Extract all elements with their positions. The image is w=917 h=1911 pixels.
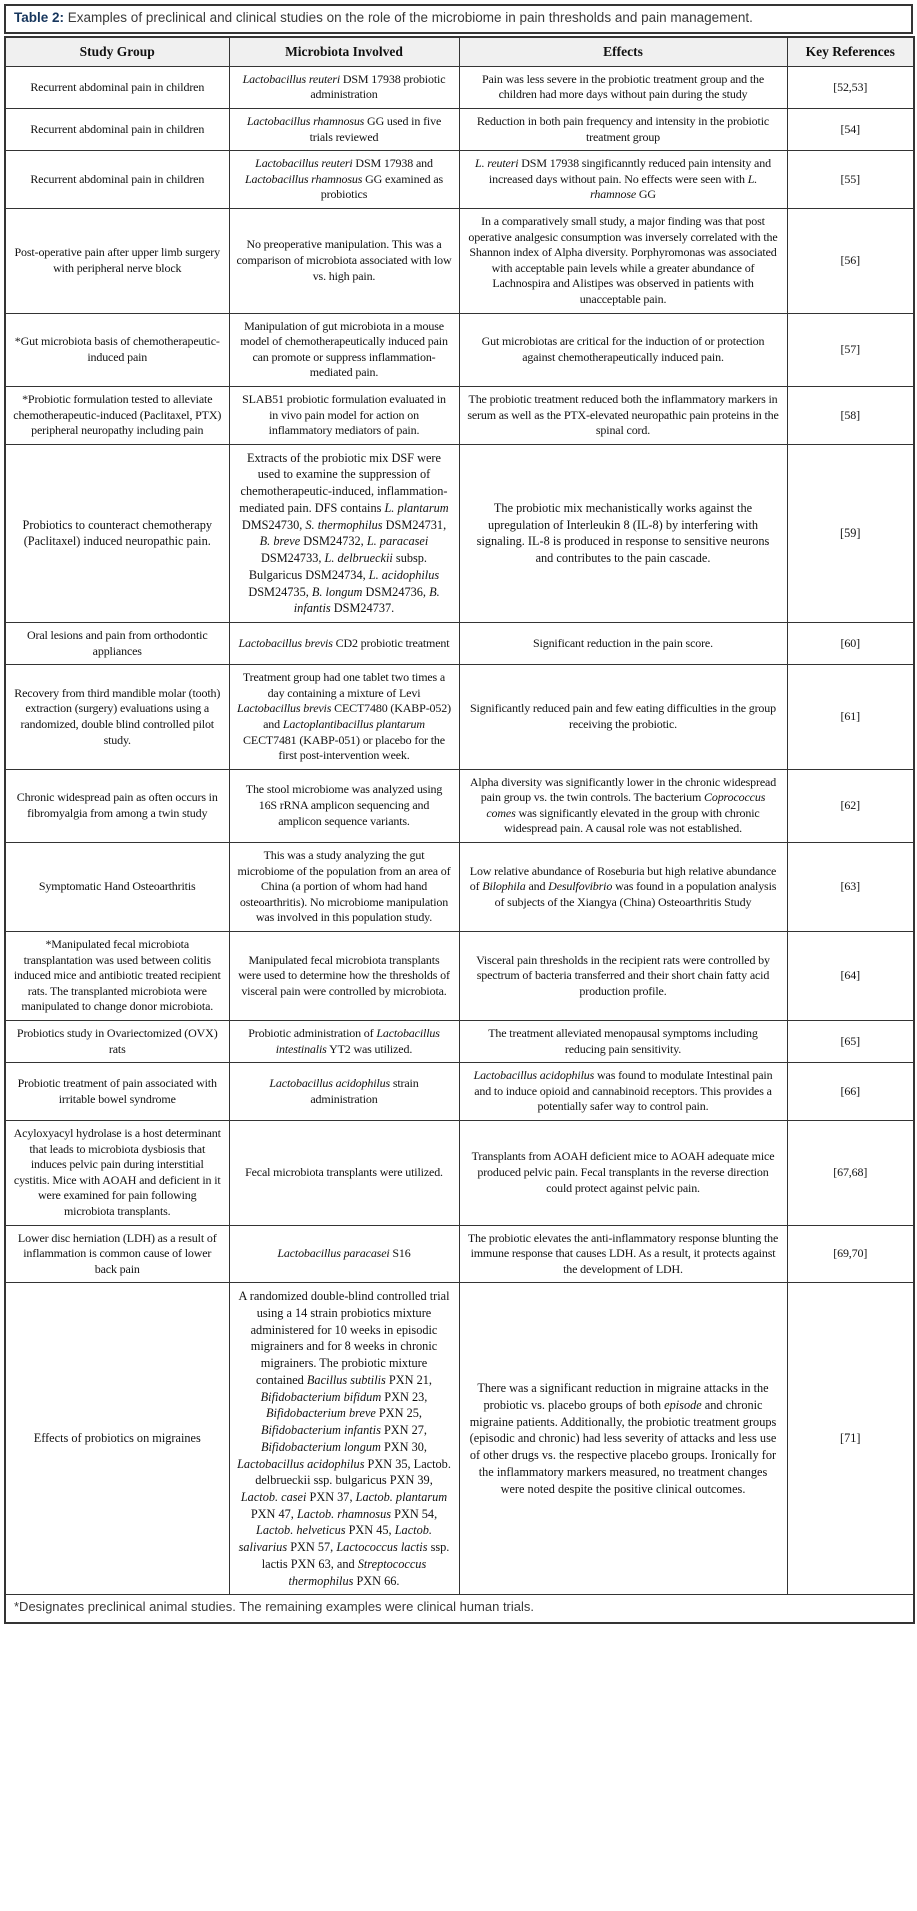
table-row: [5, 932, 914, 1021]
cell-study-group: Acyloxyacyl hydrolase is a host determinant that leads to microbiota dysbiosis that induces pelvic pain during interstitial cystitis. Mice with AOAH and deficient in it were examined for pain following microbiota transplants.: [5, 1120, 229, 1225]
header-row: [5, 37, 914, 67]
table-row: [5, 1021, 914, 1063]
cell-study-group: Effects of probiotics on migraines: [5, 1283, 229, 1595]
table-body: [5, 66, 914, 1594]
cell-effects: L. reuteri DSM 17938 singificanntly reduced pain intensity and increased days without pain. No effects were seen with L. rhamnose GG: [459, 151, 787, 209]
cell-microbiota: Lactobacillus acidophilus strain administration: [229, 1063, 459, 1121]
cell-effects: Lactobacillus acidophilus was found to modulate Intestinal pain and to induce opioid and cannabinoid receptors. This provides a potentially safer way to control pain.: [459, 1063, 787, 1121]
table-row: [5, 1225, 914, 1283]
cell-microbiota: Lactobacillus brevis CD2 probiotic treatment: [229, 622, 459, 664]
table-row: [5, 1063, 914, 1121]
table-row: [5, 1283, 914, 1595]
cell-references: [67,68]: [787, 1120, 914, 1225]
cell-references: [60]: [787, 622, 914, 664]
cell-study-group: Recovery from third mandible molar (tooth) extraction (surgery) evaluations using a randomized, double blind controlled pilot study.: [5, 665, 229, 770]
table-row: [5, 622, 914, 664]
cell-microbiota: This was a study analyzing the gut microbiome of the population from an area of China (a portion of whom had hand osteoarthritis). No microbiome manipulation was involved in this population study.: [229, 843, 459, 932]
cell-effects: In a comparatively small study, a major finding was that post operative analgesic consumption was inversely correlated with the Shannon index of Alpha diversity. Porphyromonas was associated with acceptable pain levels while a greater abundance of Lachnospira and Alistipes was observed in patients with unacceptable pain.: [459, 209, 787, 314]
cell-microbiota: Lactobacillus rhamnosus GG used in five trials reviewed: [229, 109, 459, 151]
cell-study-group: Symptomatic Hand Osteoarthritis: [5, 843, 229, 932]
cell-microbiota: The stool microbiome was analyzed using 16S rRNA amplicon sequencing and amplicon sequence variants.: [229, 769, 459, 842]
cell-effects: Pain was less severe in the probiotic treatment group and the children had more days without pain during the study: [459, 66, 787, 108]
table-number-label: Table 2:: [14, 10, 65, 25]
cell-microbiota: Treatment group had one tablet two times a day containing a mixture of Levi Lactobacillus brevis CECT7480 (KABP-052) and Lactoplantibacillus plantarum CECT7481 (KABP-051) or placebo for the first post-intervention week.: [229, 665, 459, 770]
column-header: Microbiota Involved: [229, 37, 459, 67]
cell-effects: Low relative abundance of Roseburia but high relative abundance of Bilophila and Desulfovibrio was found in a population analysis of subjects of the Xiangya (China) Osteoarthritis Study: [459, 843, 787, 932]
cell-microbiota: Lactobacillus reuteri DSM 17938 probiotic administration: [229, 66, 459, 108]
cell-study-group: Recurrent abdominal pain in children: [5, 109, 229, 151]
table-row: [5, 444, 914, 622]
table-row: [5, 209, 914, 314]
cell-references: [54]: [787, 109, 914, 151]
column-header: Key References: [787, 37, 914, 67]
cell-references: [59]: [787, 444, 914, 622]
column-header: Effects: [459, 37, 787, 67]
cell-study-group: Probiotics study in Ovariectomized (OVX) rats: [5, 1021, 229, 1063]
cell-references: [71]: [787, 1283, 914, 1595]
table-row: [5, 313, 914, 386]
footnote-row: [5, 1595, 914, 1623]
cell-study-group: Lower disc herniation (LDH) as a result of inflammation is common cause of lower back pain: [5, 1225, 229, 1283]
cell-references: [56]: [787, 209, 914, 314]
cell-study-group: *Manipulated fecal microbiota transplantation was used between colitis induced mice and antibiotic treated recipient rats. The transplanted microbiota were manipulated to change donor microbiota.: [5, 932, 229, 1021]
table-row: [5, 386, 914, 444]
column-header: Study Group: [5, 37, 229, 67]
cell-microbiota: Manipulated fecal microbiota transplants were used to determine how the thresholds of visceral pain were controlled by microbiota.: [229, 932, 459, 1021]
cell-microbiota: A randomized double-blind controlled trial using a 14 strain probiotics mixture administered for 10 weeks in episodic migrainers and for 8 weeks in chronic migrainers. The probiotic mixture contained Bacillus subtilis PXN 21, Bifidobacterium bifidum PXN 23, Bifidobacterium breve PXN 25, Bifidobacterium infantis PXN 27, Bifidobacterium longum PXN 30, Lactobacillus acidophilus PXN 35, Lactob. delbrueckii ssp. bulgaricus PXN 39, Lactob. casei PXN 37, Lactob. plantarum PXN 47, Lactob. rhamnosus PXN 54, Lactob. helveticus PXN 45, Lactob. salivarius PXN 57, Lactococcus lactis ssp. lactis PXN 63, and Streptococcus thermophilus PXN 66.: [229, 1283, 459, 1595]
cell-microbiota: Lactobacillus paracasei S16: [229, 1225, 459, 1283]
cell-study-group: Probiotic treatment of pain associated with irritable bowel syndrome: [5, 1063, 229, 1121]
cell-microbiota: Manipulation of gut microbiota in a mouse model of chemotherapeutically induced pain can promote or suppress inflammation-mediated pain.: [229, 313, 459, 386]
cell-effects: The probiotic elevates the anti-inflammatory response blunting the immune response that causes LDH. As a result, it protects against the development of LDH.: [459, 1225, 787, 1283]
cell-references: [69,70]: [787, 1225, 914, 1283]
cell-effects: The probiotic treatment reduced both the inflammatory markers in serum as well as the PTX-elevated neuropathic pain proteins in the spinal cord.: [459, 386, 787, 444]
cell-study-group: Post-operative pain after upper limb surgery with peripheral nerve block: [5, 209, 229, 314]
cell-microbiota: Probiotic administration of Lactobacillus intestinalis YT2 was utilized.: [229, 1021, 459, 1063]
cell-references: [62]: [787, 769, 914, 842]
table-row: [5, 66, 914, 108]
table-row: [5, 151, 914, 209]
cell-references: [66]: [787, 1063, 914, 1121]
cell-references: [52,53]: [787, 66, 914, 108]
cell-references: [63]: [787, 843, 914, 932]
cell-study-group: *Gut microbiota basis of chemotherapeutic-induced pain: [5, 313, 229, 386]
cell-references: [55]: [787, 151, 914, 209]
table-title: [4, 4, 913, 34]
cell-microbiota: Fecal microbiota transplants were utilized.: [229, 1120, 459, 1225]
cell-microbiota: Extracts of the probiotic mix DSF were used to examine the suppression of chemotherapeutic-induced, inflammation-mediated pain. DFS contains L. plantarum DMS24730, S. thermophilus DSM24731, B. breve DSM24732, L. paracasei DSM24733, L. delbrueckii subsp. Bulgaricus DSM24734, L. acidophilus DSM24735, B. longum DSM24736, B. infantis DSM24737.: [229, 444, 459, 622]
cell-effects: There was a significant reduction in migraine attacks in the probiotic vs. placebo groups of both episode and chronic migraine patients. Additionally, the probiotic treatment groups (episodic and chronic) had less severity of attacks and less use of other drugs vs. the respective placebo groups. Ironically for the inflammatory markers measured, no treatment changes were noted despite the positive clinical outcomes.: [459, 1283, 787, 1595]
table-row: [5, 1120, 914, 1225]
cell-effects: Significantly reduced pain and few eating difficulties in the group receiving the probiotic.: [459, 665, 787, 770]
table-title-text: Examples of preclinical and clinical studies on the role of the microbiome in pain thresholds and pain management.: [67, 10, 753, 25]
cell-microbiota: No preoperative manipulation. This was a comparison of microbiota associated with low vs. high pain.: [229, 209, 459, 314]
cell-references: [58]: [787, 386, 914, 444]
cell-effects: The treatment alleviated menopausal symptoms including reducing pain sensitivity.: [459, 1021, 787, 1063]
cell-study-group: Recurrent abdominal pain in children: [5, 66, 229, 108]
studies-table: [4, 36, 915, 1624]
cell-study-group: Oral lesions and pain from orthodontic appliances: [5, 622, 229, 664]
cell-effects: Significant reduction in the pain score.: [459, 622, 787, 664]
table-row: [5, 769, 914, 842]
cell-microbiota: SLAB51 probiotic formulation evaluated in in vivo pain model for action on inflammatory mediators of pain.: [229, 386, 459, 444]
cell-study-group: Probiotics to counteract chemotherapy (Paclitaxel) induced neuropathic pain.: [5, 444, 229, 622]
table-row: [5, 665, 914, 770]
cell-effects: Visceral pain thresholds in the recipient rats were controlled by spectrum of bacteria transferred and their short chain fatty acid production profile.: [459, 932, 787, 1021]
cell-study-group: Chronic widespread pain as often occurs in fibromyalgia from among a twin study: [5, 769, 229, 842]
cell-effects: Reduction in both pain frequency and intensity in the probiotic treatment group: [459, 109, 787, 151]
cell-study-group: Recurrent abdominal pain in children: [5, 151, 229, 209]
cell-microbiota: Lactobacillus reuteri DSM 17938 and Lactobacillus rhamnosus GG examined as probiotics: [229, 151, 459, 209]
cell-references: [64]: [787, 932, 914, 1021]
cell-study-group: *Probiotic formulation tested to alleviate chemotherapeutic-induced (Paclitaxel, PTX) peripheral neuropathy including pain: [5, 386, 229, 444]
cell-effects: Transplants from AOAH deficient mice to AOAH adequate mice produced pelvic pain. Fecal transplants in the reverse direction could protect against pelvic pain.: [459, 1120, 787, 1225]
table-row: [5, 843, 914, 932]
cell-effects: Alpha diversity was significantly lower in the chronic widespread pain group vs. the twin controls. The bacterium Coprococcus comes was significantly elevated in the group with chronic widespread pain. A causal role was not established.: [459, 769, 787, 842]
cell-references: [61]: [787, 665, 914, 770]
cell-references: [57]: [787, 313, 914, 386]
cell-references: [65]: [787, 1021, 914, 1063]
table-row: [5, 109, 914, 151]
cell-effects: Gut microbiotas are critical for the induction of or protection against chemotherapeutically induced pain.: [459, 313, 787, 386]
cell-effects: The probiotic mix mechanistically works against the upregulation of Interleukin 8 (IL-8) by interfering with signaling. IL-8 is produced in response to sensitive neurons and contributes to the pain cascade.: [459, 444, 787, 622]
footnote: *Designates preclinical animal studies. The remaining examples were clinical human trials.: [5, 1595, 914, 1623]
